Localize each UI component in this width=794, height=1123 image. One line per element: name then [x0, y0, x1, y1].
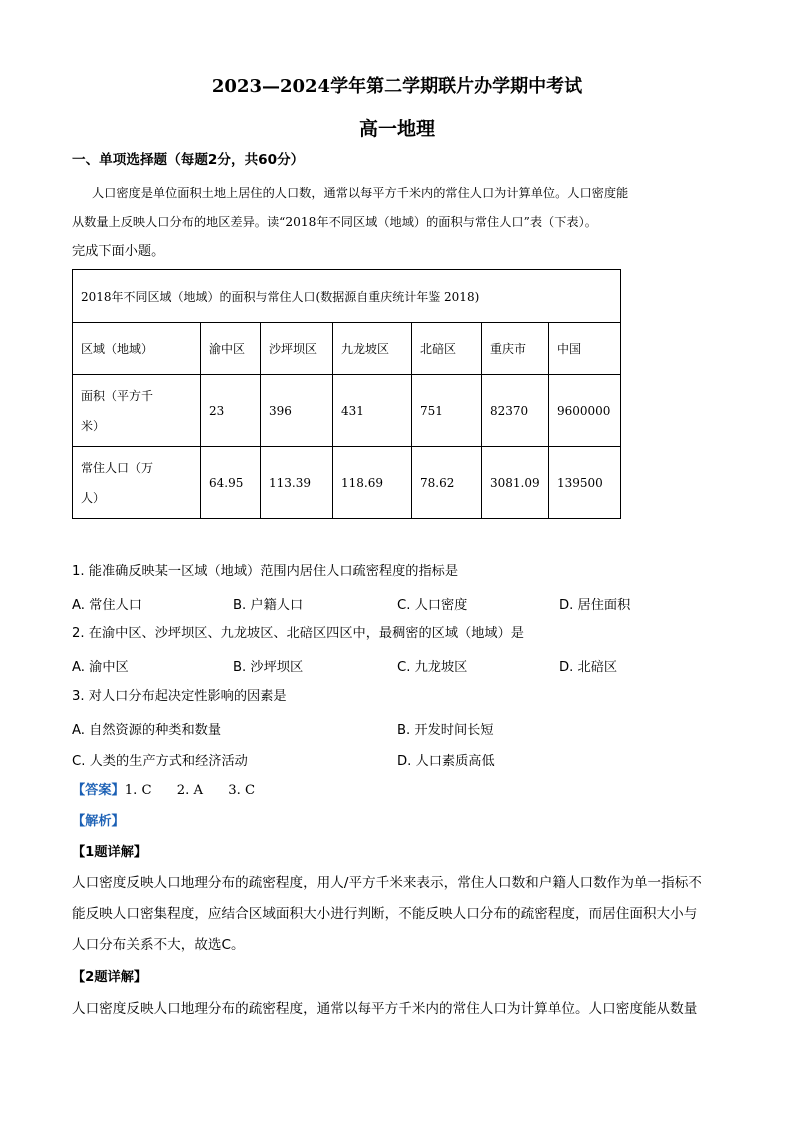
table-row-label: 面积（平方千 米）	[73, 375, 201, 447]
table-header-cell: 北碚区	[412, 323, 482, 375]
table-cell: 23	[201, 375, 261, 447]
q2-detail-tag: 【2题详解】	[72, 970, 148, 985]
q2-detail-text	[72, 994, 724, 1025]
table-cell: 3081.09	[482, 447, 549, 519]
answer-tag: 【答案】	[72, 783, 125, 798]
q1-detail-line: 能反映人口密集程度，应结合区域面积大小进行判断，不能反映人口分布的疏密程度，而居住面积大小与	[72, 906, 698, 922]
table-header-cell: 中国	[549, 323, 621, 375]
intro-line-2: 从数量上反映人口分布的地区差异。读“2018年不同区域（地域）的面积与常住人口”表（下表）。	[72, 215, 597, 229]
q1-detail-line: 人口密度反映人口地理分布的疏密程度，用人/平方千米来表示，常住人口数和户籍人口数作为单一指标不	[72, 875, 702, 891]
question-1-stem: 1. 能准确反映某一区域（地域）范围内居住人口疏密程度的指标是	[72, 564, 459, 579]
table-cell: 78.62	[412, 447, 482, 519]
q1-option-d[interactable]: D. 居住面积	[559, 598, 631, 613]
q2-option-b[interactable]: B. 沙坪坝区	[233, 660, 304, 675]
table-row	[73, 447, 621, 519]
q1-option-a[interactable]: A. 常住人口	[72, 598, 142, 613]
q1-detail-text	[72, 868, 724, 961]
table-header-cell: 九龙坡区	[333, 323, 412, 375]
q1-detail-line: 人口分布关系不大，故选C。	[72, 937, 245, 953]
q3-option-c[interactable]: C. 人类的生产方式和经济活动	[72, 754, 248, 769]
table-row	[73, 375, 621, 447]
q2-option-c[interactable]: C. 九龙坡区	[397, 660, 468, 675]
question-3-stem: 3. 对人口分布起决定性影响的因素是	[72, 689, 287, 704]
intro-line-1: 人口密度是单位面积土地上居住的人口数，通常以每平方千米内的常住人口为计算单位。人口密度能	[92, 186, 629, 200]
answer-line	[72, 781, 724, 801]
exam-title: 2023—2024学年第二学期联片办学期中考试	[211, 76, 583, 97]
q1-option-b[interactable]: B. 户籍人口	[233, 598, 304, 613]
table-cell: 431	[333, 375, 412, 447]
table-header-cell: 沙坪坝区	[261, 323, 333, 375]
q3-option-b[interactable]: B. 开发时间长短	[397, 723, 494, 738]
table-cell: 113.39	[261, 447, 333, 519]
exam-subject: 高一地理	[358, 118, 435, 140]
answer-text: 1. C 2. A 3. C	[124, 783, 256, 798]
table-header-cell: 重庆市	[482, 323, 549, 375]
question-2-stem: 2. 在渝中区、沙坪坝区、九龙坡区、北碚区四区中，最稠密的区域（地域）是	[72, 626, 524, 641]
intro-line-3: 完成下面小题。	[72, 244, 165, 259]
population-table	[72, 269, 621, 519]
table-row-label: 常住人口（万 人）	[73, 447, 201, 519]
table-cell: 751	[412, 375, 482, 447]
table-cell: 64.95	[201, 447, 261, 519]
table-cell: 118.69	[333, 447, 412, 519]
q2-option-d[interactable]: D. 北碚区	[559, 660, 618, 675]
table-header-row	[73, 323, 621, 375]
table-caption: 2018年不同区域（地域）的面积与常住人口(数据源自重庆统计年鉴 2018)	[73, 270, 621, 323]
q1-option-c[interactable]: C. 人口密度	[397, 598, 468, 613]
table-header-cell: 渝中区	[201, 323, 261, 375]
table-cell: 82370	[482, 375, 549, 447]
table-cell: 139500	[549, 447, 621, 519]
section-heading: 一、单项选择题（每题2分，共60分）	[72, 152, 305, 168]
q2-option-a[interactable]: A. 渝中区	[72, 660, 129, 675]
q1-detail-tag: 【1题详解】	[72, 845, 148, 860]
table-cell: 396	[261, 375, 333, 447]
q3-option-d[interactable]: D. 人口素质高低	[397, 754, 495, 769]
table-header-cell: 区域（地域）	[73, 323, 201, 375]
q2-detail-line: 人口密度反映人口地理分布的疏密程度，通常以每平方千米内的常住人口为计算单位。人口密度能从数量	[72, 1001, 698, 1017]
q3-option-a[interactable]: A. 自然资源的种类和数量	[72, 723, 222, 738]
analysis-tag: 【解析】	[72, 814, 125, 829]
table-cell: 9600000	[549, 375, 621, 447]
